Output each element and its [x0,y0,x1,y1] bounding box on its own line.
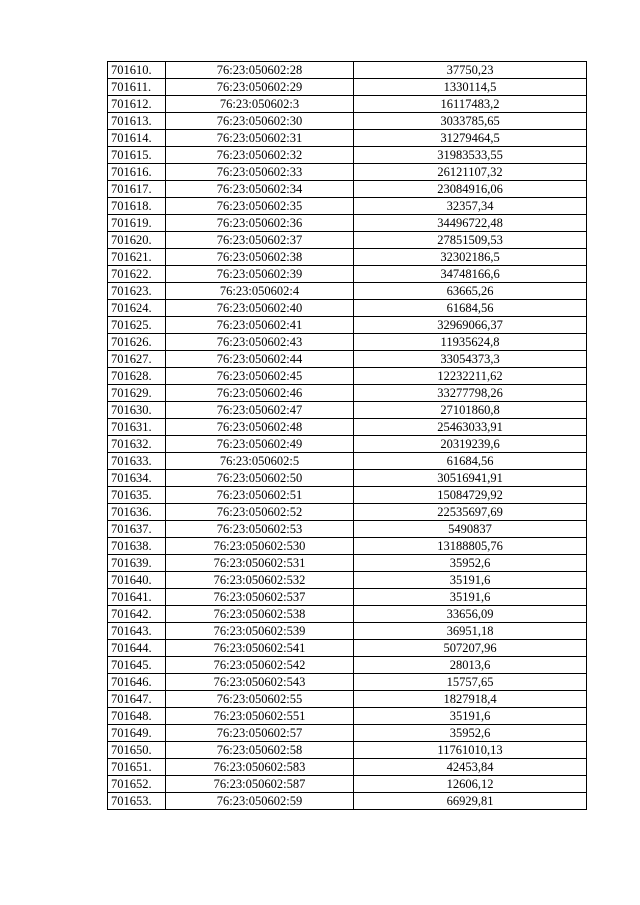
value-cell: 20319239,6 [354,436,587,453]
value-cell: 30516941,91 [354,470,587,487]
value-cell: 1827918,4 [354,691,587,708]
row-number-cell: 701627. [108,351,166,368]
row-number-cell: 701639. [108,555,166,572]
cadastral-number-cell: 76:23:050602:541 [166,640,354,657]
row-number-cell: 701620. [108,232,166,249]
value-cell: 25463033,91 [354,419,587,436]
table-row [108,623,587,640]
table-row [108,249,587,266]
table-row [108,181,587,198]
value-cell: 32302186,5 [354,249,587,266]
cadastral-number-cell: 76:23:050602:30 [166,113,354,130]
value-cell: 34496722,48 [354,215,587,232]
table-row [108,453,587,470]
cadastral-number-cell: 76:23:050602:32 [166,147,354,164]
value-cell: 27101860,8 [354,402,587,419]
value-cell: 61684,56 [354,453,587,470]
table-row [108,776,587,793]
value-cell: 3033785,65 [354,113,587,130]
value-cell: 28013,6 [354,657,587,674]
row-number-cell: 701617. [108,181,166,198]
row-number-cell: 701648. [108,708,166,725]
row-number-cell: 701625. [108,317,166,334]
row-number-cell: 701652. [108,776,166,793]
row-number-cell: 701647. [108,691,166,708]
table-row [108,62,587,79]
value-cell: 33656,09 [354,606,587,623]
cadastral-number-cell: 76:23:050602:44 [166,351,354,368]
row-number-cell: 701628. [108,368,166,385]
table-row [108,283,587,300]
table-row [108,334,587,351]
row-number-cell: 701616. [108,164,166,181]
cadastral-number-cell: 76:23:050602:34 [166,181,354,198]
value-cell: 1330114,5 [354,79,587,96]
cadastral-number-cell: 76:23:050602:53 [166,521,354,538]
value-cell: 22535697,69 [354,504,587,521]
cadastral-number-cell: 76:23:050602:45 [166,368,354,385]
value-cell: 507207,96 [354,640,587,657]
row-number-cell: 701638. [108,538,166,555]
cadastral-number-cell: 76:23:050602:537 [166,589,354,606]
table-row [108,351,587,368]
table-row [108,300,587,317]
table-row [108,742,587,759]
table-row [108,691,587,708]
row-number-cell: 701634. [108,470,166,487]
table-row [108,96,587,113]
table-row [108,793,587,810]
row-number-cell: 701623. [108,283,166,300]
value-cell: 31983533,55 [354,147,587,164]
cadastral-number-cell: 76:23:050602:57 [166,725,354,742]
cadastral-number-cell: 76:23:050602:43 [166,334,354,351]
value-cell: 35191,6 [354,708,587,725]
row-number-cell: 701645. [108,657,166,674]
row-number-cell: 701635. [108,487,166,504]
row-number-cell: 701633. [108,453,166,470]
value-cell: 33054373,3 [354,351,587,368]
table-row [108,215,587,232]
table-row [108,113,587,130]
table-body [108,62,587,810]
row-number-cell: 701640. [108,572,166,589]
cadastral-number-cell: 76:23:050602:542 [166,657,354,674]
cadastral-number-cell: 76:23:050602:46 [166,385,354,402]
cadastral-number-cell: 76:23:050602:35 [166,198,354,215]
row-number-cell: 701651. [108,759,166,776]
row-number-cell: 701612. [108,96,166,113]
row-number-cell: 701619. [108,215,166,232]
row-number-cell: 701653. [108,793,166,810]
cadastral-number-cell: 76:23:050602:33 [166,164,354,181]
table-row [108,402,587,419]
cadastral-number-cell: 76:23:050602:29 [166,79,354,96]
row-number-cell: 701649. [108,725,166,742]
cadastral-number-cell: 76:23:050602:38 [166,249,354,266]
cadastral-number-cell: 76:23:050602:539 [166,623,354,640]
cadastral-number-cell: 76:23:050602:31 [166,130,354,147]
table-row [108,147,587,164]
value-cell: 36951,18 [354,623,587,640]
table-row [108,572,587,589]
table-row [108,232,587,249]
table-row [108,759,587,776]
value-cell: 34748166,6 [354,266,587,283]
table-row [108,555,587,572]
cadastral-number-cell: 76:23:050602:48 [166,419,354,436]
table-row [108,436,587,453]
cadastral-number-cell: 76:23:050602:36 [166,215,354,232]
cadastral-number-cell: 76:23:050602:587 [166,776,354,793]
table-row [108,504,587,521]
row-number-cell: 701643. [108,623,166,640]
cadastral-number-cell: 76:23:050602:39 [166,266,354,283]
row-number-cell: 701624. [108,300,166,317]
row-number-cell: 701641. [108,589,166,606]
value-cell: 32969066,37 [354,317,587,334]
value-cell: 37750,23 [354,62,587,79]
value-cell: 11935624,8 [354,334,587,351]
value-cell: 5490837 [354,521,587,538]
value-cell: 27851509,53 [354,232,587,249]
value-cell: 35191,6 [354,572,587,589]
table-row [108,79,587,96]
value-cell: 13188805,76 [354,538,587,555]
table-row [108,538,587,555]
table-row [108,487,587,504]
cadastral-number-cell: 76:23:050602:530 [166,538,354,555]
row-number-cell: 701614. [108,130,166,147]
row-number-cell: 701621. [108,249,166,266]
row-number-cell: 701618. [108,198,166,215]
row-number-cell: 701646. [108,674,166,691]
table-row [108,266,587,283]
row-number-cell: 701636. [108,504,166,521]
row-number-cell: 701626. [108,334,166,351]
table-row [108,198,587,215]
value-cell: 12606,12 [354,776,587,793]
table-row [108,368,587,385]
cadastral-number-cell: 76:23:050602:37 [166,232,354,249]
table-row [108,470,587,487]
row-number-cell: 701629. [108,385,166,402]
cadastral-number-cell: 76:23:050602:28 [166,62,354,79]
table-row [108,589,587,606]
value-cell: 42453,84 [354,759,587,776]
cadastral-value-table [107,61,587,810]
cadastral-number-cell: 76:23:050602:40 [166,300,354,317]
table-row [108,657,587,674]
cadastral-number-cell: 76:23:050602:543 [166,674,354,691]
row-number-cell: 701631. [108,419,166,436]
row-number-cell: 701637. [108,521,166,538]
value-cell: 26121107,32 [354,164,587,181]
cadastral-number-cell: 76:23:050602:4 [166,283,354,300]
cadastral-number-cell: 76:23:050602:50 [166,470,354,487]
cadastral-number-cell: 76:23:050602:5 [166,453,354,470]
row-number-cell: 701630. [108,402,166,419]
table-row [108,725,587,742]
cadastral-number-cell: 76:23:050602:52 [166,504,354,521]
table-row [108,317,587,334]
value-cell: 35191,6 [354,589,587,606]
value-cell: 31279464,5 [354,130,587,147]
cadastral-number-cell: 76:23:050602:583 [166,759,354,776]
cadastral-number-cell: 76:23:050602:47 [166,402,354,419]
cadastral-number-cell: 76:23:050602:58 [166,742,354,759]
table-row [108,521,587,538]
row-number-cell: 701611. [108,79,166,96]
value-cell: 12232211,62 [354,368,587,385]
table-row [108,674,587,691]
value-cell: 35952,6 [354,555,587,572]
cadastral-number-cell: 76:23:050602:51 [166,487,354,504]
table-row [108,419,587,436]
table-row [108,130,587,147]
row-number-cell: 701650. [108,742,166,759]
table-row [108,640,587,657]
cadastral-number-cell: 76:23:050602:551 [166,708,354,725]
row-number-cell: 701613. [108,113,166,130]
cadastral-number-cell: 76:23:050602:41 [166,317,354,334]
value-cell: 32357,34 [354,198,587,215]
row-number-cell: 701642. [108,606,166,623]
value-cell: 33277798,26 [354,385,587,402]
value-cell: 16117483,2 [354,96,587,113]
value-cell: 63665,26 [354,283,587,300]
cadastral-number-cell: 76:23:050602:55 [166,691,354,708]
cadastral-number-cell: 76:23:050602:531 [166,555,354,572]
cadastral-number-cell: 76:23:050602:538 [166,606,354,623]
table-row [108,164,587,181]
value-cell: 61684,56 [354,300,587,317]
value-cell: 11761010,13 [354,742,587,759]
row-number-cell: 701632. [108,436,166,453]
value-cell: 23084916,06 [354,181,587,198]
row-number-cell: 701615. [108,147,166,164]
cadastral-number-cell: 76:23:050602:3 [166,96,354,113]
cadastral-number-cell: 76:23:050602:59 [166,793,354,810]
table-row [108,708,587,725]
value-cell: 66929,81 [354,793,587,810]
value-cell: 15757,65 [354,674,587,691]
row-number-cell: 701622. [108,266,166,283]
value-cell: 15084729,92 [354,487,587,504]
value-cell: 35952,6 [354,725,587,742]
row-number-cell: 701610. [108,62,166,79]
table-row [108,606,587,623]
cadastral-number-cell: 76:23:050602:532 [166,572,354,589]
table-row [108,385,587,402]
cadastral-number-cell: 76:23:050602:49 [166,436,354,453]
row-number-cell: 701644. [108,640,166,657]
